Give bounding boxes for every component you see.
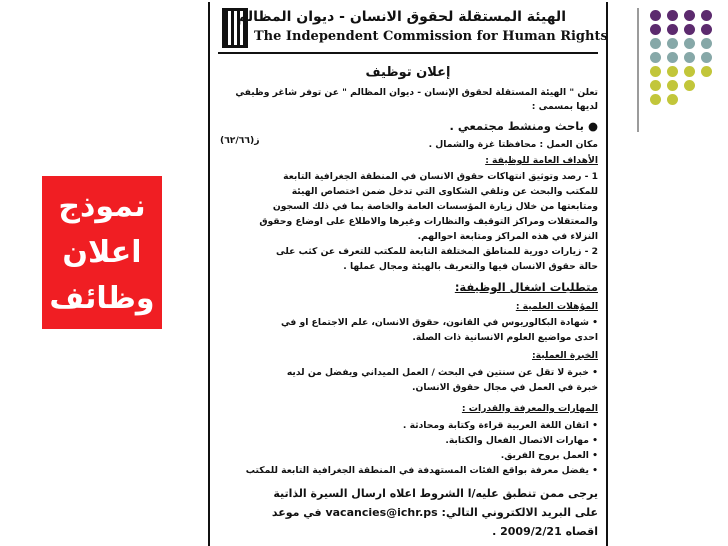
- decorative-dot: [650, 52, 661, 63]
- title-rule: [218, 52, 598, 54]
- skill-text: العمل بروح الفريق.: [500, 450, 589, 461]
- label-line-3: وظائف: [49, 280, 155, 316]
- decorative-dot: [650, 94, 661, 105]
- skill-text: مهارات الاتصال الفعال والكتابة.: [445, 435, 589, 446]
- job-ad-sample-label: [42, 176, 162, 329]
- qualification-line: احدى مواضيع العلوم الانسانية ذات الصلة.: [412, 332, 598, 343]
- skills-title: المهارات والمعرفة والقدرات :: [461, 403, 598, 414]
- goal-line: 2 - زيارات دورية للمناطق المختلفة التابعة للمكتب للتعرف عن كثب على: [276, 246, 598, 257]
- decorative-dot: [701, 10, 712, 21]
- skill-line: • مهارات الاتصال الفعال والكتابة.: [445, 435, 598, 446]
- decorative-dot: [684, 38, 695, 49]
- label-line-1: نموذج: [58, 188, 146, 224]
- decorative-dot: [701, 38, 712, 49]
- qualifications-title: المؤهلات العلمية :: [515, 301, 598, 312]
- experience-line: خبرة في العمل في مجال حقوق الانسان.: [412, 382, 598, 393]
- decorative-dot: [650, 80, 661, 91]
- decorative-dot: [684, 52, 695, 63]
- decorative-dot: [684, 80, 695, 91]
- goal-line: حالة حقوق الانسان فيها والتعريف بالهيئة ومجال عملها .: [343, 261, 598, 272]
- intro-line-1: تعلن " الهيئة المستقلة لحقوق الإنسان - ديوان المظالم " عن توفر شاغر وظيفي: [235, 87, 598, 98]
- skill-line: • اتقان اللغة العربية قراءة وكتابة ومحادثة .: [402, 420, 598, 431]
- decorative-dot: [650, 10, 661, 21]
- decorative-dot-grid: [630, 10, 720, 110]
- skill-line: • العمل بروح الفريق.: [500, 450, 598, 461]
- experience-line: • خبرة لا تقل عن سنتين في البحث / العمل الميداني ويفضل من لديه: [286, 367, 598, 378]
- goal-line: ومتابعتها من خلال زيارة المؤسسات العامة والخاصة بما في ذلك السجون: [272, 201, 598, 212]
- decorative-dot: [667, 66, 678, 77]
- position-text: باحث ومنشط مجتمعي .: [449, 119, 584, 133]
- reference-number: ز(٦٢/٦٦): [220, 135, 260, 146]
- vertical-divider: [637, 8, 639, 132]
- experience-title: الخبرة العملية:: [532, 350, 598, 361]
- decorative-dot: [650, 38, 661, 49]
- footer-line: يرجى ممن تنطبق عليه/ا الشروط اعلاه ارسال السيرة الذاتية: [273, 487, 598, 500]
- decorative-dot: [650, 24, 661, 35]
- decorative-dot: [701, 66, 712, 77]
- label-line-2: اعلان: [62, 234, 142, 270]
- decorative-dot: [667, 94, 678, 105]
- job-advertisement: [208, 2, 608, 546]
- qualification-line: • شهادة البكالوريوس في القانون، حقوق الانسان، علم الاجتماع او في: [280, 317, 598, 328]
- work-location: مكان العمل : محافظتا غزة والشمال .: [428, 139, 598, 150]
- position-title: ● باحث ومنشط مجتمعي .: [449, 119, 598, 133]
- decorative-dot: [701, 52, 712, 63]
- skill-text: يفضل معرفة بواقع الفئات المستهدفة في المنطقة الجغرافية التابعة للمكتب: [245, 465, 589, 476]
- decorative-dot: [684, 24, 695, 35]
- requirements-title: متطلبات اشغال الوظيفة:: [454, 280, 598, 294]
- footer-line: على البريد الالكتروني التالي: vacancies@ichr.ps في موعد: [271, 506, 598, 519]
- decorative-dot: [667, 24, 678, 35]
- decorative-dot: [701, 24, 712, 35]
- decorative-dot: [667, 52, 678, 63]
- goal-line: للمكتب والبحث عن وتلقي الشكاوى التي تدخل ضمن اختصاص الهيئة: [291, 186, 598, 197]
- ad-title-arabic: الهيئة المستقلة لحقوق الانسان - ديوان المظالم: [236, 9, 566, 25]
- intro-line-2: لديها بمسمى :: [531, 101, 598, 112]
- decorative-dot: [684, 10, 695, 21]
- goal-line: النزلاء في هذه المراكز ومتابعة احوالهم.: [417, 231, 598, 242]
- goal-line: 1 - رصد وتوثيق انتهاكات حقوق الانسان في المنطقة الجغرافية التابعة: [283, 171, 598, 182]
- goal-line: والمعتقلات ومراكز التوقيف والنظارات وغيرها والاطلاع على اوضاع وحقوق: [259, 216, 598, 227]
- footer-line: اقصاه 2009/2/21 .: [492, 525, 598, 538]
- skill-text: اتقان اللغة العربية قراءة وكتابة ومحادثة .: [402, 420, 589, 431]
- goals-title: الأهداف العامة للوظيفة :: [485, 155, 598, 166]
- decorative-dot: [667, 38, 678, 49]
- experience-text: خبرة لا تقل عن سنتين في البحث / العمل الميداني ويفضل من لديه: [286, 367, 589, 378]
- decorative-dot: [650, 66, 661, 77]
- decorative-dot: [684, 66, 695, 77]
- qualification-text: شهادة البكالوريوس في القانون، حقوق الانسان، علم الاجتماع او في: [280, 317, 589, 328]
- decorative-dot: [667, 10, 678, 21]
- ad-heading: إعلان توظيف: [365, 65, 451, 80]
- ad-title-english: The Independent Commission for Human Rights: [254, 29, 608, 44]
- skill-line: • يفضل معرفة بواقع الفئات المستهدفة في المنطقة الجغرافية التابعة للمكتب: [245, 465, 598, 476]
- decorative-dot: [667, 80, 678, 91]
